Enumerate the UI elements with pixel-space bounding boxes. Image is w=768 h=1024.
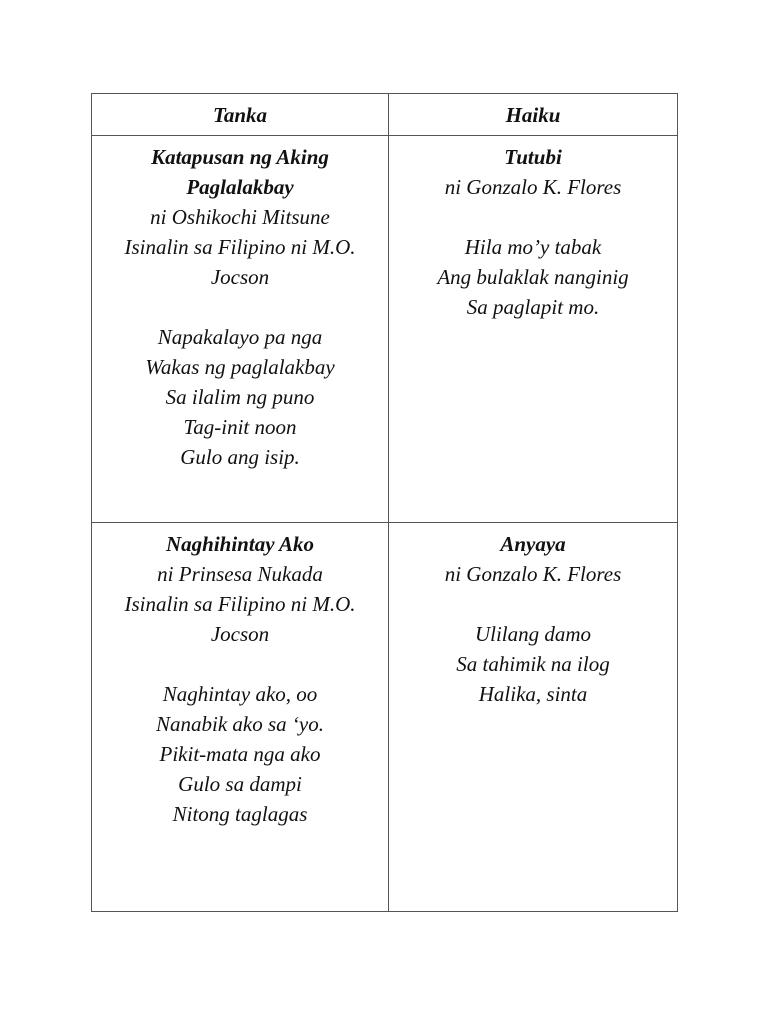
stanza-gap bbox=[389, 589, 677, 619]
tanka-cell-1 bbox=[92, 136, 389, 523]
poem-title: Anyaya bbox=[500, 532, 566, 556]
poem-line: Naghintay ako, oo bbox=[162, 682, 318, 706]
poem-line: Napakalayo pa nga bbox=[157, 325, 323, 349]
poem-author: ni Gonzalo K. Flores bbox=[444, 562, 622, 586]
poem-author: ni Prinsesa Nukada bbox=[157, 562, 323, 586]
poem-translator: Isinalin sa Filipino ni M.O. Jocson bbox=[124, 235, 356, 289]
poem-line: Sa tahimik na ilog bbox=[456, 652, 610, 676]
stanza-gap bbox=[92, 649, 388, 679]
tanka-cell-2 bbox=[92, 523, 389, 911]
poem-author: ni Gonzalo K. Flores bbox=[444, 175, 622, 199]
poem-line: Hila mo’y tabak bbox=[464, 235, 602, 259]
poem-line: Wakas ng paglalakbay bbox=[145, 355, 335, 379]
poem-table bbox=[91, 93, 678, 912]
poem-translator: Isinalin sa Filipino ni M.O. Jocson bbox=[124, 592, 356, 646]
poem-line: Pikit-mata nga ako bbox=[159, 742, 321, 766]
poem-line: Nanabik ako sa ‘yo. bbox=[156, 712, 324, 736]
poem-line: Gulo sa dampi bbox=[178, 772, 302, 796]
poem-line: Sa ilalim ng puno bbox=[165, 385, 315, 409]
haiku-cell-1 bbox=[389, 136, 677, 523]
poem-line: Nitong taglagas bbox=[172, 802, 308, 826]
poem-title: Tutubi bbox=[504, 145, 562, 169]
haiku-cell-2 bbox=[389, 523, 677, 911]
header-haiku: Haiku bbox=[389, 94, 677, 136]
poem-line: Halika, sinta bbox=[478, 682, 588, 706]
poem-line: Ang bulaklak nanginig bbox=[437, 265, 629, 289]
header-tanka: Tanka bbox=[92, 94, 389, 136]
poem-title: Katapusan ng Aking Paglalakbay bbox=[151, 145, 329, 199]
poem-line: Ulilang damo bbox=[474, 622, 592, 646]
stanza-gap bbox=[92, 292, 388, 322]
poem-line: Sa paglapit mo. bbox=[466, 295, 600, 319]
poem-line: Gulo ang isip. bbox=[180, 445, 300, 469]
poem-title: Naghihintay Ako bbox=[165, 532, 314, 556]
stanza-gap bbox=[389, 202, 677, 232]
poem-author: ni Oshikochi Mitsune bbox=[150, 205, 330, 229]
poem-line: Tag-init noon bbox=[183, 415, 297, 439]
